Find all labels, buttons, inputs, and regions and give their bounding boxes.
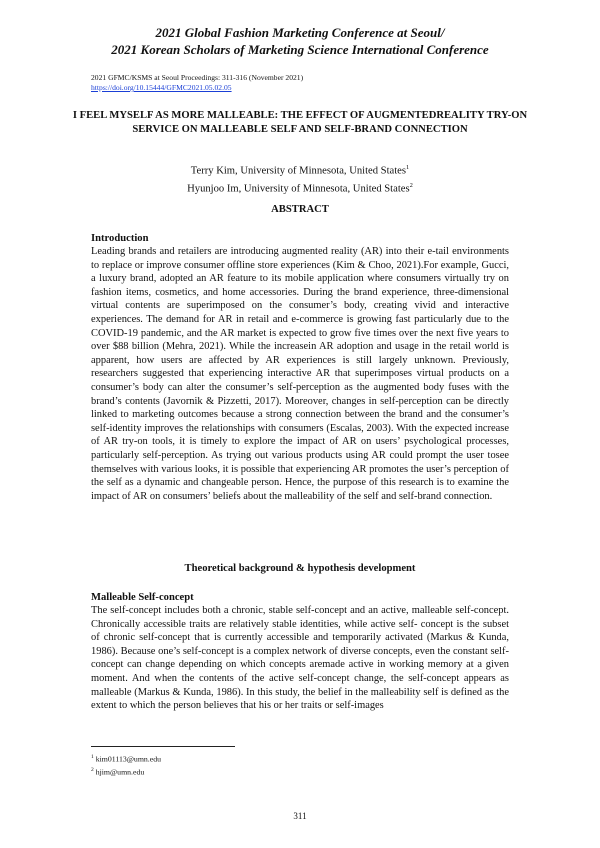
author-footnote-mark: 2 [409,181,413,189]
page-number: 311 [293,811,307,821]
footnote-mark: 1 [91,754,94,760]
author-list [0,161,600,196]
footnotes [91,752,161,778]
footnote-divider [91,746,235,747]
abstract-heading: ABSTRACT [271,204,329,215]
author-name: Hyunjoo Im, University of Minnesota, United States [187,183,410,195]
footnote-mark: 2 [91,767,94,774]
author-line [0,161,600,179]
conference-line-2: 2021 Korean Scholars of Marketing Science International Conference [111,42,489,57]
footnote-item [91,765,161,778]
footnote-item [91,752,161,765]
theory-heading: Theoretical background & hypothesis development [184,563,416,574]
introduction-paragraph: Leading brands and retailers are introducing augmented reality (AR) into their e-tail environments to replace or improve consumer offline store experiences (Kim & Choo, 2021).For example, Gucci, a luxury brand, adopted an AR feature to its mobile application where consumers virtually try on fashion items, cosmetics, and home accessories. During the brand experience, three-dimensional virtual contents are superimposed on the consumer’s body, creating vivid and interactive experiences. The demand for AR in retail and e-commerce is growing fast particularly due to the COVID-19 pandemic, and the AR market is expected to grow five times over the next five years to over $88 billion (Mehra, 2021). While the increasein AR adoption and usage in the retail world is apparent, how users are affected by AR experiences is still largely unknown. Previously, researchers suggested that experiencing interactive AR that superimposes virtual products on a consumer’s body can alter the consumer’s self-perception as the augmented body fuses with the brand’s contents (Javornik & Pizzetti, 2017). Moreover, changes in self-perception can be directly linked to marketing outcomes because a strong connection between the brand and the consumer’s self-identity improves the relationships with consumers (Escalas, 2003). With the expected increase of AR try-on tools, it is timely to explore the impact of AR on users’ psychological processes, particularly self-perception. As trying out various products using AR could prompt the user tosee themselves with various looks, it is possible that experiencing AR promotes the user’s perception of the self as a dynamic and changeable person. Hence, the purpose of this research is to examine the impact of AR on consumers’ beliefs about the malleability of the self and self-brand connection. [91,246,509,502]
footnote-email: kim01113@umn.edu [95,754,161,764]
introduction-heading: Introduction [91,233,149,244]
proceedings-citation: 2021 GFMC/KSMS at Seoul Proceedings: 311-316 (November 2021) [91,73,304,82]
author-footnote-mark: 1 [405,164,410,171]
author-line [0,179,600,197]
paper-title: I FEEL MYSELF AS MORE MALLEABLE: THE EFFECT OF AUGMENTEDREALITY TRY-ON SERVICE ON MALLEABLE SELF AND SELF-BRAND CONNECTION [72,110,528,135]
malleable-self-paragraph: The self-concept includes both a chronic, stable self-concept and an active, malleable self-concept. Chronically accessible traits are relatively stable identities, while active self- concept is the subset of chronic self-concept that is currently accessible and temporarily activated (Markus & Kunda, 1986). Because one’s self-concept is a complex network of diverse concepts, even the constant self-concept can change depending on which concepts aremade active in working memory at a given moment. And when the contents of the active self-concept change, the self-concept appears as malleable (Markus & Kunda, 1986). In this study, the belief in the malleability self is defined as the extent to which the person believes that his or her traits or self-images [91,605,509,712]
conference-header [0,24,600,58]
conference-line-1: 2021 Global Fashion Marketing Conference at Seoul/ [155,25,445,40]
author-name: Terry Kim, University of Minnesota, United States [190,165,406,177]
footnote-email: hjim@umn.edu [95,767,145,777]
doi-link[interactable]: https://doi.org/10.15444/GFMC2021.05.02.05 [91,83,232,92]
malleable-self-heading: Malleable Self-concept [91,592,194,603]
proceedings-meta [91,73,303,93]
